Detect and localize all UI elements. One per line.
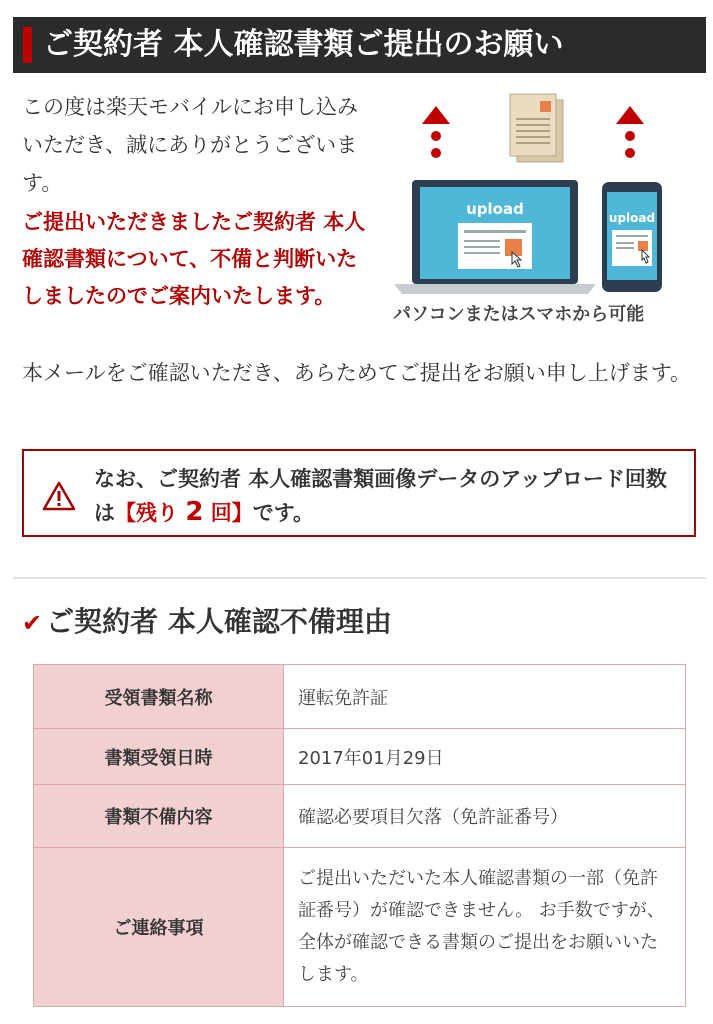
checkmark-icon: ✔ xyxy=(22,609,43,637)
request-text: 本メールをご確認いただき、あらためてご提出をお願い申し上げます。 xyxy=(22,361,692,385)
header-accent-bar xyxy=(23,27,32,63)
row-value: 運転免許証 xyxy=(284,665,686,729)
page-header xyxy=(13,17,706,73)
deficiency-notice: ご提出いただきましたご契約者 本人確認書類について、不備と判断いたしましたのでご案内いたします。 xyxy=(22,210,366,308)
page-title: ご契約者 本人確認書類ご提出のお願い xyxy=(43,27,564,62)
warning-text xyxy=(94,463,684,530)
row-label: ご連絡事項 xyxy=(34,848,284,1007)
warning-prefix: なお、ご契約者 本人確認書類画像データのアップロード回数は xyxy=(94,467,667,525)
table-row xyxy=(34,785,686,848)
row-label: 受領書類名称 xyxy=(34,665,284,729)
table-row xyxy=(34,729,686,785)
upload-illustration xyxy=(392,92,692,332)
upload-limit-warning xyxy=(22,449,696,537)
remain-close: 回】 xyxy=(210,501,253,525)
remain-number: 2 xyxy=(185,497,204,527)
laptop-upload-label: upload xyxy=(466,200,524,218)
row-value: 2017年01月29日 xyxy=(284,729,686,785)
deficiency-table xyxy=(33,664,686,1007)
section-divider xyxy=(13,577,706,579)
row-label: 書類不備内容 xyxy=(34,785,284,848)
warning-suffix: です。 xyxy=(252,501,315,525)
table-row xyxy=(34,665,686,729)
smartphone-icon xyxy=(602,182,662,292)
warning-triangle-icon xyxy=(42,481,76,511)
intro-text: この度は楽天モバイルにお申し込みいただき、誠にありがとうございます。 xyxy=(22,95,358,195)
remaining-count xyxy=(115,497,253,527)
phone-upload-label: upload xyxy=(608,211,656,225)
table-row xyxy=(34,848,686,1007)
document-icon xyxy=(510,94,563,162)
row-label: 書類受領日時 xyxy=(34,729,284,785)
laptop-icon xyxy=(394,180,596,294)
section-title-text: ご契約者 本人確認不備理由 xyxy=(46,605,392,638)
remain-open: 【残り xyxy=(115,501,178,525)
row-value: 確認必要項目欠落（免許証番号） xyxy=(284,785,686,848)
illustration-caption: パソコンまたはスマホから可能 xyxy=(393,304,645,325)
row-value: ご提出いただいた本人確認書類の一部（免許証番号）が確認できません。 お手数ですが、全体が確認できる書類のご提出をお願いいたします。 xyxy=(284,848,686,1007)
section-title xyxy=(22,600,392,640)
upload-arrow-icon xyxy=(616,106,644,158)
upload-arrow-icon xyxy=(422,106,450,158)
